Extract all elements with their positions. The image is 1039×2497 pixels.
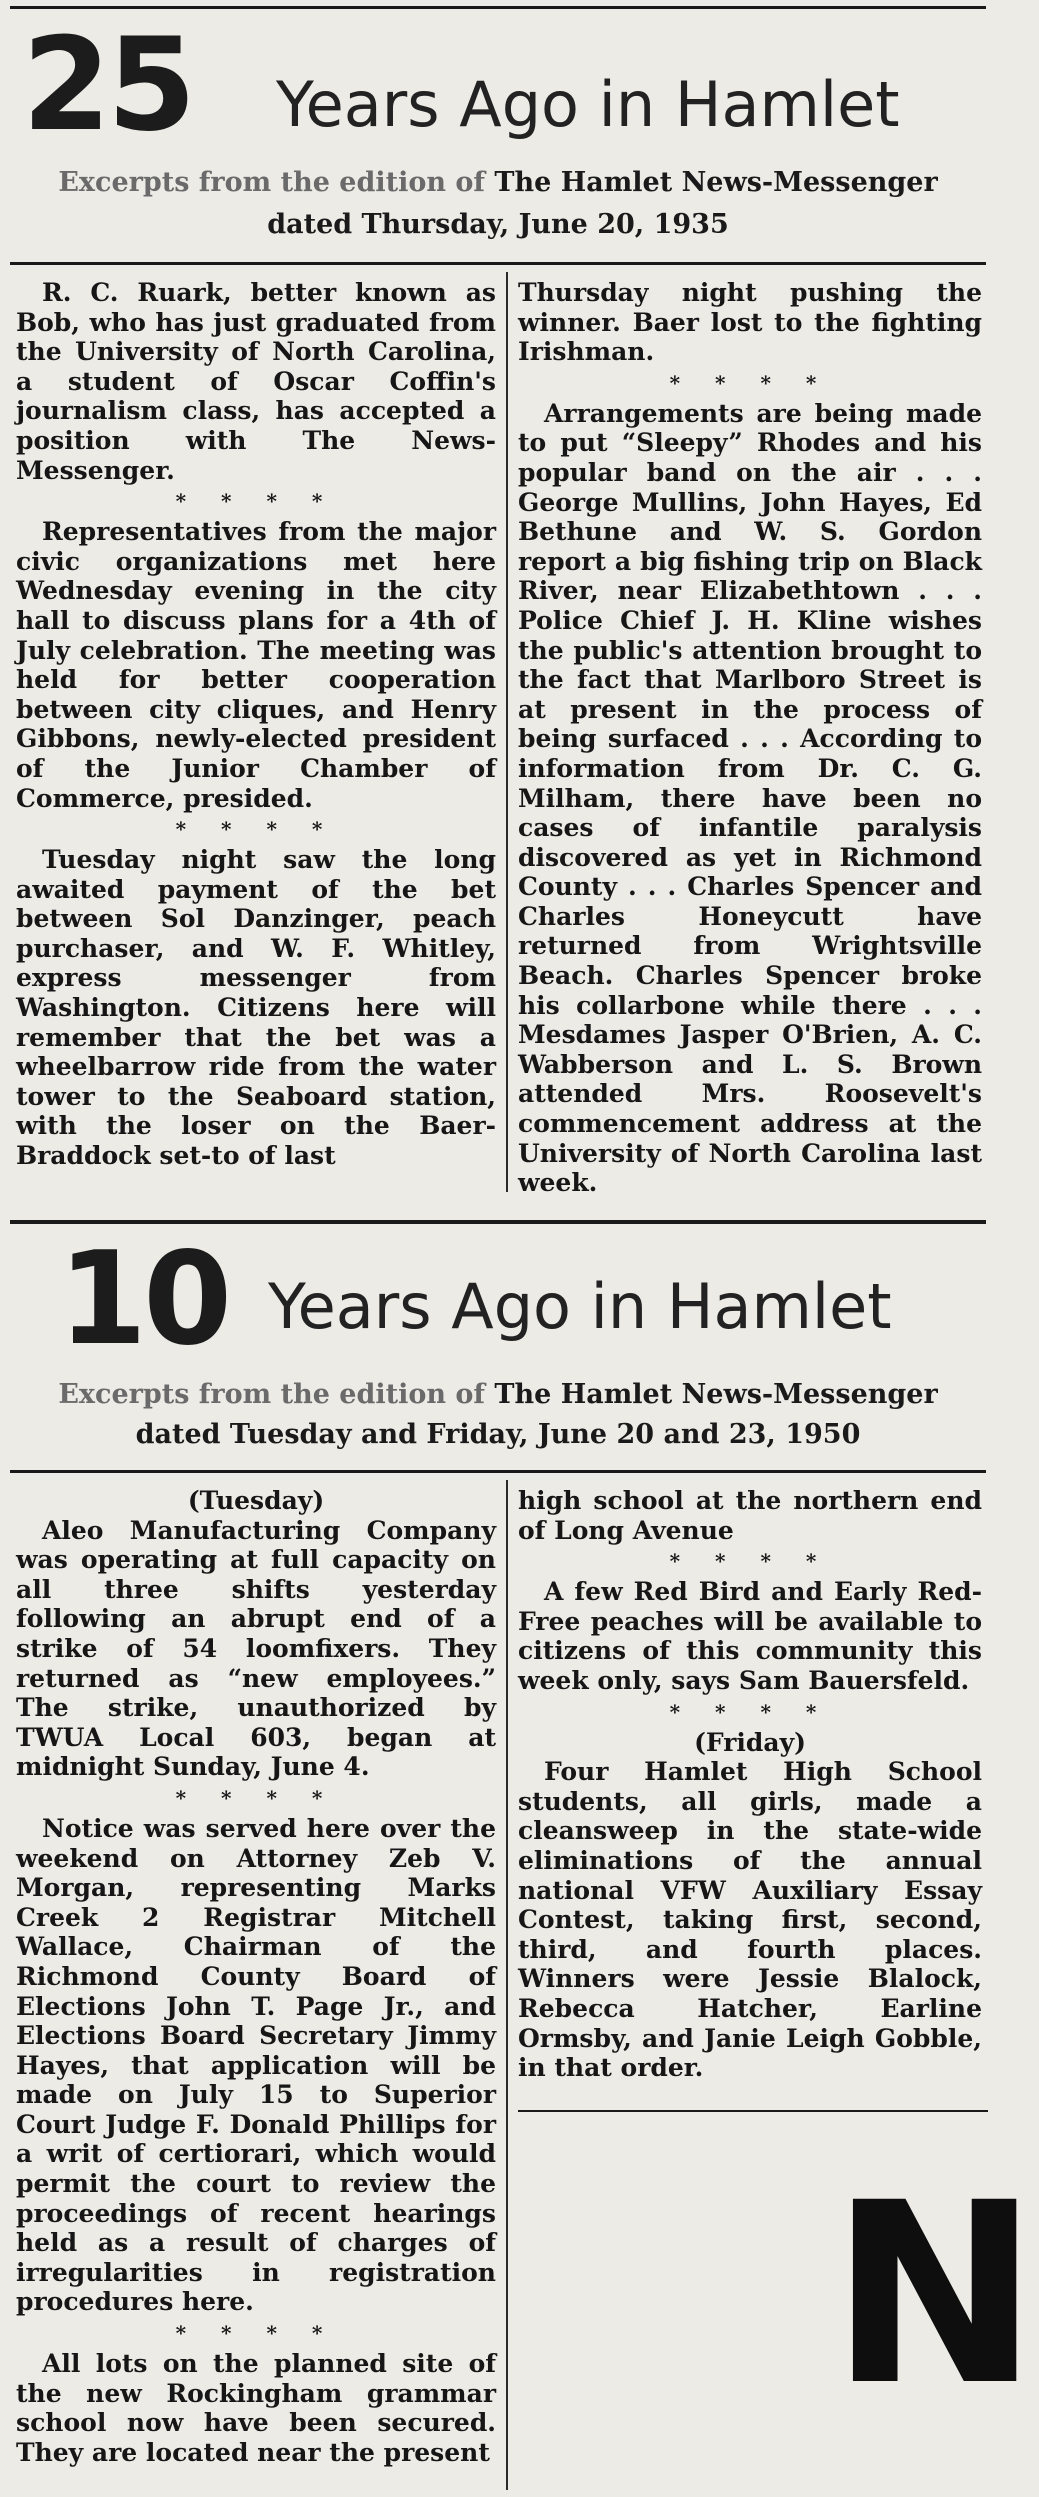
section2-column-rule xyxy=(506,1480,508,2490)
article-bet: Tuesday night saw the long awaited payment of the bet between Sol Danzinger, peach purchaser, and W. F. Whitley, express messenger from Washington. Citizens here will remember that the bet was a wheelbarrow ride from the water tower to the Seaboard station, with the loser on the Baer-Braddock set-to of last xyxy=(16,845,496,1171)
article-certiorari: Notice was served here over the weekend on Attorney Zeb V. Morgan, representing Marks Creek 2 Registrar Mitchell Wallace, Chairman of the Richmond County Board of Elections John T. Page Jr., and Elections Board Secretary Jimmy Hayes, that application will be made on July 15 to Superior Court Judge F. Donald Phillips for a writ of certiorari, which would permit the court to review the proceedings of recent hearings held as a result of charges of irregularities in registration procedures here. xyxy=(16,1813,496,2317)
section2-subhead xyxy=(0,1378,996,1412)
article-aleo: Aleo Manufacturing Company was operating at full capacity on all three shifts yesterday following an abrupt end of a strike of 54 loomfixers. They returned as “new employees.” The strike, unauthorized by TWUA Local 603, began at midnight Sunday, June 4. xyxy=(16,1515,496,1782)
section2-top-rule xyxy=(10,1220,986,1224)
section2-sub-gray: Excerpts from the edition of xyxy=(58,1379,486,1410)
section2-number: 10 xyxy=(58,1225,229,1374)
section1-sub-paper: The Hamlet News-Messenger xyxy=(494,167,938,198)
section2-title: Years Ago in Hamlet xyxy=(268,1270,892,1343)
section2-dateline: dated Tuesday and Friday, June 20 and 23, 1950 xyxy=(135,1419,861,1450)
separator-stars: * * * * xyxy=(175,2321,337,2346)
section2-sub-paper: The Hamlet News-Messenger xyxy=(494,1379,938,1410)
tuesday-label: (Tuesday) xyxy=(187,1486,325,1515)
section1-sub-gray: Excerpts from the edition of xyxy=(58,167,486,198)
article-school-lots-cont: high school at the northern end of Long Avenue xyxy=(518,1486,982,1545)
section2-head-rule xyxy=(10,1470,986,1473)
article-celebration: Representatives from the major civic organizations met here Wednesday evening in the city hall to discuss plans for a 4th of July celebration. The meeting was held for better cooperation between city cliques, and Henry Gibbons, newly-elected president of the Junior Chamber of Commerce, presided. xyxy=(16,517,496,813)
section1-dateline: dated Thursday, June 20, 1935 xyxy=(267,209,729,240)
section1-right-column xyxy=(518,278,982,1198)
section1-title: Years Ago in Hamlet xyxy=(276,68,900,141)
section1-subhead xyxy=(0,166,996,200)
separator-stars: * * * * xyxy=(175,817,337,842)
top-rule xyxy=(10,6,986,9)
article-bet-cont: Thursday night pushing the winner. Baer lost to the fighting Irishman. xyxy=(518,278,982,367)
separator-stars: * * * * xyxy=(175,1785,337,1810)
adjacent-headline-letter: N xyxy=(830,2149,1039,2440)
separator-stars: * * * * xyxy=(669,1699,831,1724)
section2-left-column xyxy=(16,1486,496,2467)
section1-left-column xyxy=(16,278,496,1171)
section1-number: 25 xyxy=(22,11,193,160)
section1-head-rule xyxy=(10,262,986,265)
article-peaches: A few Red Bird and Early Red-Free peaches will be available to citizens of this community this week only, says Sam Bauersfeld. xyxy=(518,1577,982,1695)
separator-stars: * * * * xyxy=(669,1549,831,1574)
right-column-end-rule xyxy=(518,2110,988,2112)
separator-stars: * * * * xyxy=(669,370,831,395)
separator-stars: * * * * xyxy=(175,489,337,514)
article-local-notes: Arrangements are being made to put “Sleepy” Rhodes and his popular band on the air . . . George Mullins, John Hayes, Ed Bethune and W. S. Gordon report a big fishing trip on Black River, near Elizabethtown . . . Police Chief J. H. Kline wishes the public's attention brought to the fact that Marlboro Street is at present in the process of being surfaced . . . According to information from Dr. C. G. Milham, there have been no cases of infantile paralysis discovered as yet in Richmond County . . . Charles Spencer and Charles Honeycutt have returned from Wrightsville Beach. Charles Spencer broke his collarbone while there . . . Mesdames Jasper O'Brien, A. C. Wabberson and L. S. Brown attended Mrs. Roosevelt's commencement address at the University of North Carolina last week. xyxy=(518,398,982,1198)
article-ruark: R. C. Ruark, better known as Bob, who has just graduated from the University of North Carolina, a student of Oscar Coffin's journalism class, has accepted a position with The News-Messenger. xyxy=(16,278,496,485)
friday-label: (Friday) xyxy=(694,1727,806,1757)
section2-right-column xyxy=(518,1486,982,2083)
article-school-lots: All lots on the planned site of the new Rockingham grammar school now have been secured. They are located near the present xyxy=(16,2349,496,2467)
section1-column-rule xyxy=(506,272,508,1192)
article-essay-contest: Four Hamlet High School students, all girls, made a cleansweep in the state-wide eliminations of the annual national VFW Auxiliary Essay Contest, taking first, second, third, and fourth places. Winners were Jessie Blalock, Rebecca Hatcher, Earline Ormsby, and Janie Leigh Gobble, in that order. xyxy=(518,1757,982,2083)
